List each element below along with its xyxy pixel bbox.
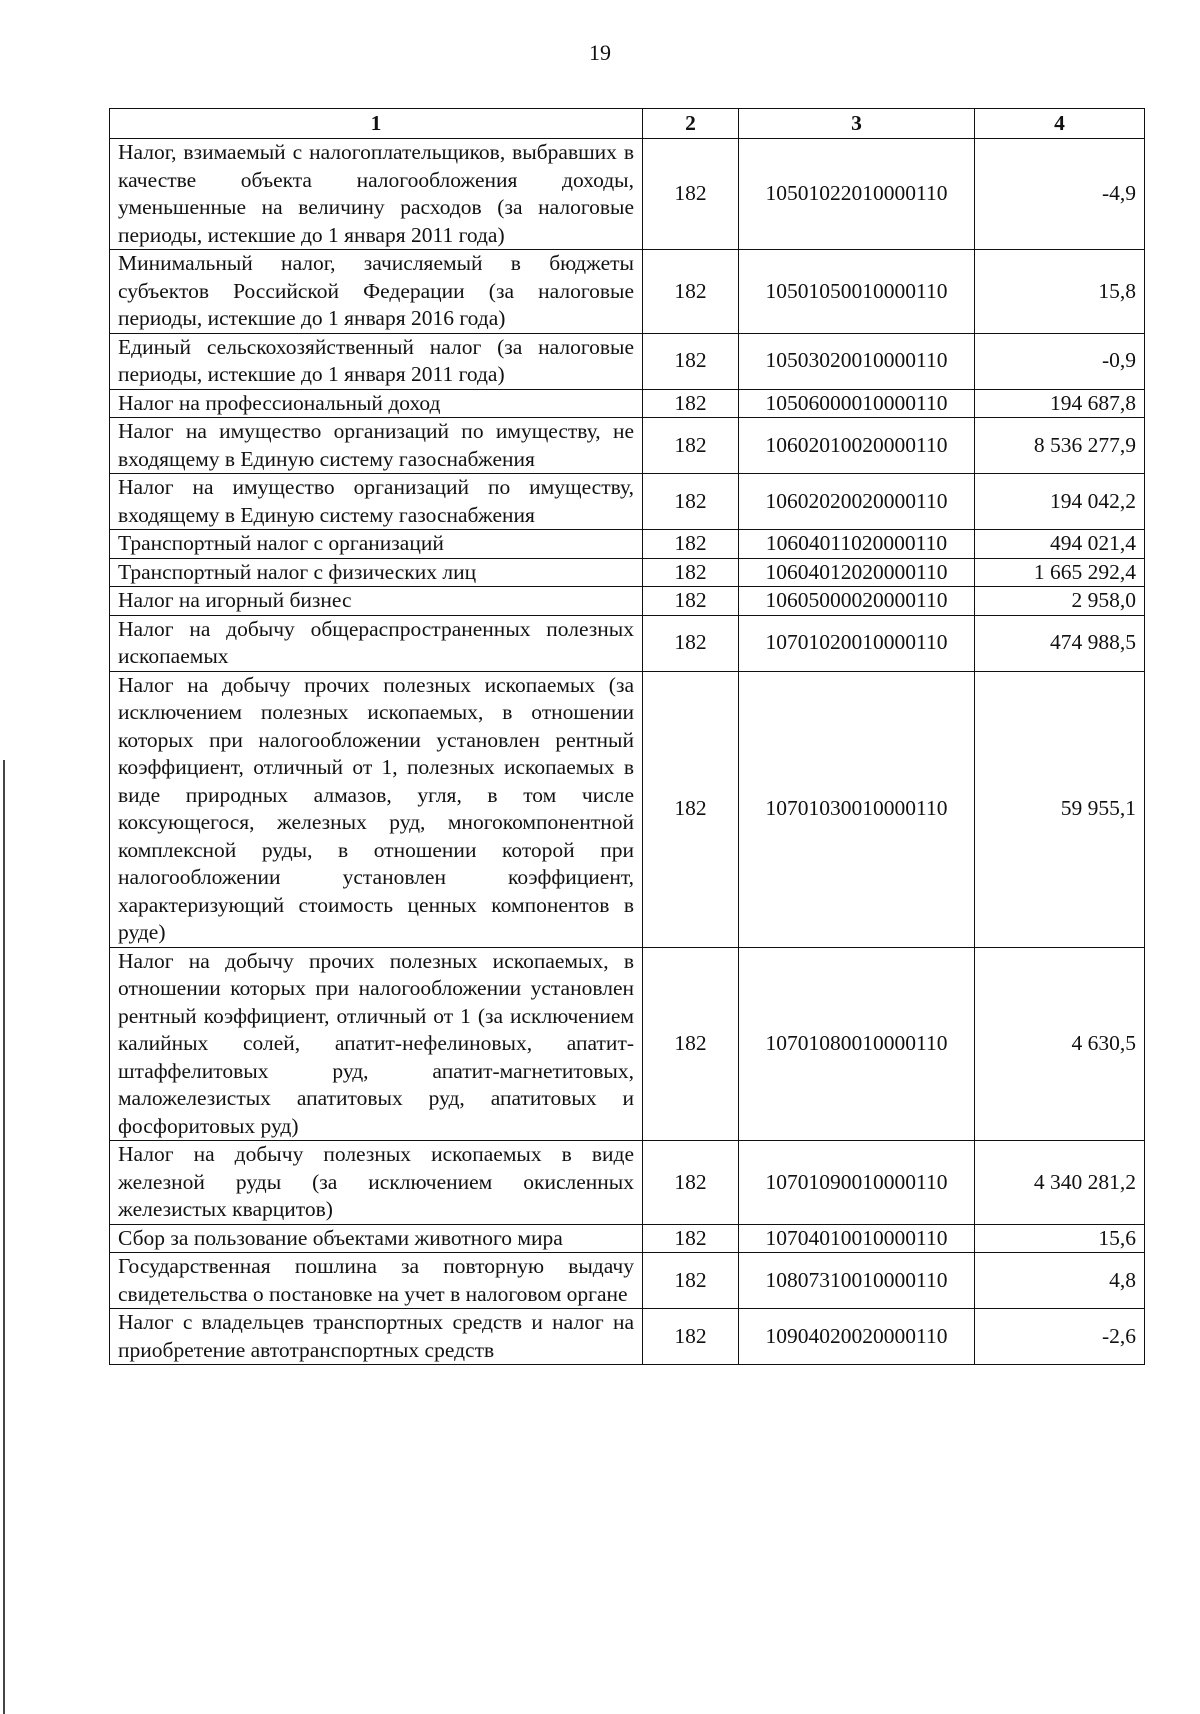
row-amount: 474 988,5 (975, 615, 1145, 671)
table-row (110, 587, 1145, 616)
table-row (110, 474, 1145, 530)
row-budget-code: 10701030010000110 (739, 671, 975, 947)
column-header-code: 3 (739, 109, 975, 139)
row-budget-code: 10605000020000110 (739, 587, 975, 616)
row-name: Налог на профессиональный доход (110, 389, 643, 418)
scan-edge-line (3, 760, 5, 1714)
table-row (110, 1224, 1145, 1253)
row-budget-code: 10604011020000110 (739, 530, 975, 559)
row-admin-code: 182 (643, 250, 739, 334)
row-name: Налог на добычу прочих полезных ископаемых (за исключением полезных ископаемых, в отношении которых при налогообложении установлен рентный коэффициент, отличный от 1, полезных ископаемых в виде природных алмазов, угля, в том числе коксующегося, железных руд, многокомпонентной комплексной руды, в отношении которой при налогообложении установлен коэффициент, характеризующий стоимость ценных компонентов в руде) (110, 671, 643, 947)
column-header-amount: 4 (975, 109, 1145, 139)
row-budget-code: 10506000010000110 (739, 389, 975, 418)
row-admin-code: 182 (643, 587, 739, 616)
row-admin-code: 182 (643, 474, 739, 530)
row-amount: 59 955,1 (975, 671, 1145, 947)
table-row (110, 1141, 1145, 1225)
row-name: Налог на игорный бизнес (110, 587, 643, 616)
row-amount: 4 340 281,2 (975, 1141, 1145, 1225)
row-amount: 494 021,4 (975, 530, 1145, 559)
table-row (110, 418, 1145, 474)
row-budget-code: 10701020010000110 (739, 615, 975, 671)
table-row (110, 947, 1145, 1141)
row-amount: 4,8 (975, 1253, 1145, 1309)
row-admin-code: 182 (643, 389, 739, 418)
table-row (110, 389, 1145, 418)
revenue-table (109, 108, 1145, 1365)
row-amount: 15,6 (975, 1224, 1145, 1253)
row-name: Государственная пошлина за повторную выдачу свидетельства о постановке на учет в налоговом органе (110, 1253, 643, 1309)
row-amount: 194 687,8 (975, 389, 1145, 418)
row-name: Единый сельскохозяйственный налог (за налоговые периоды, истекшие до 1 января 2011 года) (110, 333, 643, 389)
row-name: Налог на добычу полезных ископаемых в виде железной руды (за исключением окисленных железистых кварцитов) (110, 1141, 643, 1225)
row-admin-code: 182 (643, 1253, 739, 1309)
table-row (110, 333, 1145, 389)
table-row (110, 139, 1145, 250)
row-budget-code: 10604012020000110 (739, 558, 975, 587)
table-row (110, 671, 1145, 947)
row-budget-code: 10701090010000110 (739, 1141, 975, 1225)
row-name: Налог на имущество организаций по имуществу, входящему в Единую систему газоснабжения (110, 474, 643, 530)
row-admin-code: 182 (643, 530, 739, 559)
row-name: Налог, взимаемый с налогоплательщиков, выбравших в качестве объекта налогообложения доходы, уменьшенные на величину расходов (за налоговые периоды, истекшие до 1 января 2011 года) (110, 139, 643, 250)
row-budget-code: 10602010020000110 (739, 418, 975, 474)
column-header-admin: 2 (643, 109, 739, 139)
table-row (110, 1309, 1145, 1365)
row-budget-code: 10503020010000110 (739, 333, 975, 389)
row-admin-code: 182 (643, 1309, 739, 1365)
row-admin-code: 182 (643, 418, 739, 474)
row-name: Транспортный налог с физических лиц (110, 558, 643, 587)
column-header-name: 1 (110, 109, 643, 139)
row-budget-code: 10501050010000110 (739, 250, 975, 334)
row-budget-code: 10807310010000110 (739, 1253, 975, 1309)
row-amount: 194 042,2 (975, 474, 1145, 530)
row-budget-code: 10602020020000110 (739, 474, 975, 530)
row-amount: 1 665 292,4 (975, 558, 1145, 587)
row-name: Транспортный налог с организаций (110, 530, 643, 559)
row-admin-code: 182 (643, 671, 739, 947)
row-admin-code: 182 (643, 139, 739, 250)
row-budget-code: 10904020020000110 (739, 1309, 975, 1365)
table-row (110, 1253, 1145, 1309)
row-name: Сбор за пользование объектами животного мира (110, 1224, 643, 1253)
row-amount: 8 536 277,9 (975, 418, 1145, 474)
row-name: Минимальный налог, зачисляемый в бюджеты субъектов Российской Федерации (за налоговые периоды, истекшие до 1 января 2016 года) (110, 250, 643, 334)
row-admin-code: 182 (643, 1224, 739, 1253)
row-admin-code: 182 (643, 947, 739, 1141)
row-admin-code: 182 (643, 558, 739, 587)
row-name: Налог на имущество организаций по имуществу, не входящему в Единую систему газоснабжения (110, 418, 643, 474)
row-admin-code: 182 (643, 333, 739, 389)
row-amount: -0,9 (975, 333, 1145, 389)
row-amount: 2 958,0 (975, 587, 1145, 616)
row-amount: 15,8 (975, 250, 1145, 334)
table-row (110, 558, 1145, 587)
row-name: Налог с владельцев транспортных средств и налог на приобретение автотранспортных средств (110, 1309, 643, 1365)
row-budget-code: 10701080010000110 (739, 947, 975, 1141)
row-name: Налог на добычу прочих полезных ископаемых, в отношении которых при налогообложении установлен рентный коэффициент, отличный от 1 (за исключением калийных солей, апатит-нефелиновых, апатит-штаффелитовых руд, апатит-магнетитовых, маложелезистых апатитовых руд, апатитовых и фосфоритовых руд) (110, 947, 643, 1141)
row-budget-code: 10501022010000110 (739, 139, 975, 250)
row-admin-code: 182 (643, 1141, 739, 1225)
table-row (110, 530, 1145, 559)
table-row (110, 615, 1145, 671)
page-number: 19 (589, 40, 611, 65)
table-header-row (110, 109, 1145, 139)
row-amount: -2,6 (975, 1309, 1145, 1365)
row-admin-code: 182 (643, 615, 739, 671)
table-row (110, 250, 1145, 334)
row-amount: 4 630,5 (975, 947, 1145, 1141)
row-name: Налог на добычу общераспространенных полезных ископаемых (110, 615, 643, 671)
row-amount: -4,9 (975, 139, 1145, 250)
row-budget-code: 10704010010000110 (739, 1224, 975, 1253)
